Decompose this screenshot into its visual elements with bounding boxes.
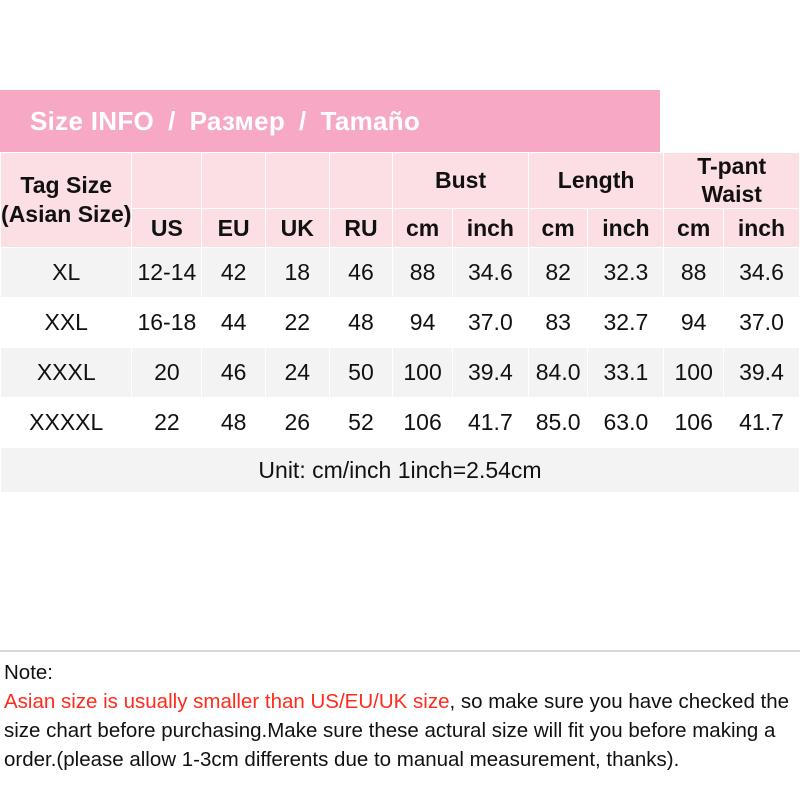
header-waist-cm: cm	[664, 209, 724, 248]
header-bust: Bust	[393, 153, 529, 209]
cell-bust-inch: 39.4	[452, 348, 528, 398]
unit-row	[1, 448, 800, 493]
cell-waist-cm: 94	[664, 298, 724, 348]
cell-uk: 24	[265, 348, 329, 398]
cell-length-cm: 82	[528, 248, 588, 298]
cell-eu: 42	[202, 248, 266, 298]
cell-size: XL	[1, 248, 132, 298]
note-body-text: , so make sure you have checked the size chart before purchasing.Make sure these actural size will fit you before making a order.(please allow 1-3cm differents due to manual measurement, thanks).	[4, 690, 790, 772]
table-row	[1, 348, 800, 398]
note-label: Note:	[4, 661, 53, 684]
cell-length-inch: 32.3	[588, 248, 664, 298]
header-length-inch: inch	[588, 209, 664, 248]
chart-title	[0, 90, 660, 152]
cell-us: 16-18	[132, 298, 202, 348]
cell-eu: 46	[202, 348, 266, 398]
size-chart	[0, 90, 800, 772]
title-english: Size INFO	[30, 105, 155, 136]
table-row	[1, 298, 800, 348]
cell-bust-cm: 88	[393, 248, 453, 298]
title-russian: Размер	[189, 105, 286, 136]
cell-us: 12-14	[132, 248, 202, 298]
cell-length-cm: 85.0	[528, 398, 588, 448]
title-spanish: Tamaño	[320, 105, 421, 136]
cell-uk: 18	[265, 248, 329, 298]
cell-ru: 48	[329, 298, 393, 348]
cell-length-cm: 83	[528, 298, 588, 348]
cell-bust-inch: 41.7	[452, 398, 528, 448]
header-us	[132, 153, 202, 209]
cell-bust-inch: 37.0	[452, 298, 528, 348]
cell-waist-inch: 39.4	[723, 348, 799, 398]
measurements-table	[0, 152, 800, 493]
cell-us: 20	[132, 348, 202, 398]
cell-ru: 46	[329, 248, 393, 298]
cell-size: XXL	[1, 298, 132, 348]
header-waist-inch: inch	[723, 209, 799, 248]
cell-length-inch: 63.0	[588, 398, 664, 448]
header-blank-area	[660, 90, 800, 152]
cell-waist-inch: 37.0	[723, 298, 799, 348]
cell-bust-cm: 94	[393, 298, 453, 348]
cell-us: 22	[132, 398, 202, 448]
header-bust-inch: inch	[452, 209, 528, 248]
cell-waist-cm: 100	[664, 348, 724, 398]
cell-waist-inch: 41.7	[723, 398, 799, 448]
cell-bust-cm: 106	[393, 398, 453, 448]
note-block	[0, 650, 800, 774]
cell-size: XXXXL	[1, 398, 132, 448]
cell-length-inch: 32.7	[588, 298, 664, 348]
cell-bust-inch: 34.6	[452, 248, 528, 298]
cell-waist-cm: 88	[664, 248, 724, 298]
header-tpant-waist: T-pant Waist	[664, 153, 800, 209]
header-us-label: US	[132, 209, 202, 248]
table-row	[1, 398, 800, 448]
cell-length-inch: 33.1	[588, 348, 664, 398]
cell-waist-inch: 34.6	[723, 248, 799, 298]
header-bust-cm: cm	[393, 209, 453, 248]
table-row	[1, 248, 800, 298]
title-separator-1: /	[168, 105, 176, 136]
cell-size: XXXL	[1, 348, 132, 398]
cell-bust-cm: 100	[393, 348, 453, 398]
header-eu	[202, 153, 266, 209]
cell-waist-cm: 106	[664, 398, 724, 448]
cell-length-cm: 84.0	[528, 348, 588, 398]
header-uk	[265, 153, 329, 209]
header-eu-label: EU	[202, 209, 266, 248]
note-warning-text: Asian size is usually smaller than US/EU/UK size	[4, 690, 450, 714]
header-ru	[329, 153, 393, 209]
title-separator-2: /	[299, 105, 307, 136]
cell-uk: 26	[265, 398, 329, 448]
cell-eu: 44	[202, 298, 266, 348]
chart-header-bar	[0, 90, 800, 152]
cell-ru: 50	[329, 348, 393, 398]
cell-ru: 52	[329, 398, 393, 448]
cell-eu: 48	[202, 398, 266, 448]
header-ru-label: RU	[329, 209, 393, 248]
unit-text: Unit: cm/inch 1inch=2.54cm	[1, 448, 800, 493]
cell-uk: 22	[265, 298, 329, 348]
header-length-cm: cm	[528, 209, 588, 248]
header-tag-size: Tag Size (Asian Size)	[1, 153, 132, 248]
header-length: Length	[528, 153, 664, 209]
header-uk-label: UK	[265, 209, 329, 248]
